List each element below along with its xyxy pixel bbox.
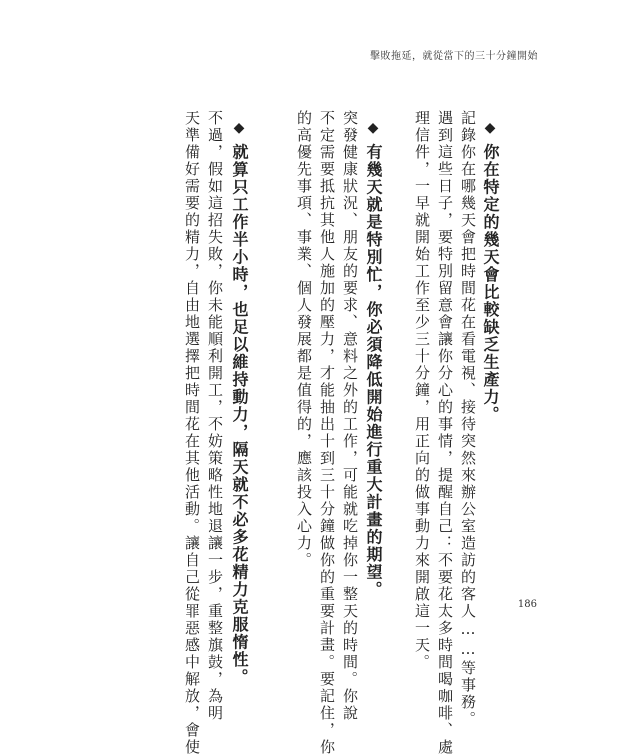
paragraph-line: 記錄你在哪幾天會把時間花在看電視、接待突然來辦公室造訪的客人……等事務。 — [459, 110, 477, 728]
section-heading-text: 有幾天就是特別忙，你必須降低開始進行重大計畫的期望。 — [364, 143, 383, 599]
section-heading-text: 就算只工作半小時，也足以維持動力，隔天就不必多花精力克服惰性。 — [230, 143, 249, 686]
section-heading-text: 你在特定的幾天會比較缺乏生產力。 — [481, 143, 500, 424]
diamond-bullet-icon: ◆ — [482, 120, 498, 138]
paragraph-line: 天準備好需要的精力，自由地選擇把時間花在其他活動。讓自己從罪惡感中解放，會使 — [183, 110, 201, 756]
paragraph-line: 突發健康狀況、朋友的要求、意料之外的工作，可能就吃掉你一整天的時間。你說 — [341, 110, 359, 722]
section-heading-1 — [482, 120, 498, 424]
diamond-bullet-icon: ◆ — [365, 120, 381, 138]
section-heading-2 — [365, 120, 381, 599]
paragraph-line: 理信件，一早就開始工作至少三十分鐘，用正向的做事動力來開啟這一天。 — [413, 110, 431, 671]
paragraph-line: 的高優先事項、事業、個人發展都是值得的，應該投入心力。 — [295, 110, 313, 569]
paragraph-line: 不過，假如這招失敗，你未能順利開工，不妨策略性地退讓一步，重整旗鼓，為明 — [206, 110, 224, 722]
paragraph-line: 遇到這些日子，要特別留意會讓你分心的事情，提醒自己：不要花太多時間喝咖啡、處 — [436, 110, 454, 756]
paragraph-line: 不定需要抵抗其他人施加的壓力，才能抽出十到三十分鐘做你的重要計畫。要記住，你 — [318, 110, 336, 756]
page-number: 186 — [517, 599, 537, 610]
section-heading-3 — [231, 120, 247, 686]
running-header: 擊敗拖延，就從當下的三十分鐘開始 — [370, 51, 538, 62]
diamond-bullet-icon: ◆ — [231, 120, 247, 138]
